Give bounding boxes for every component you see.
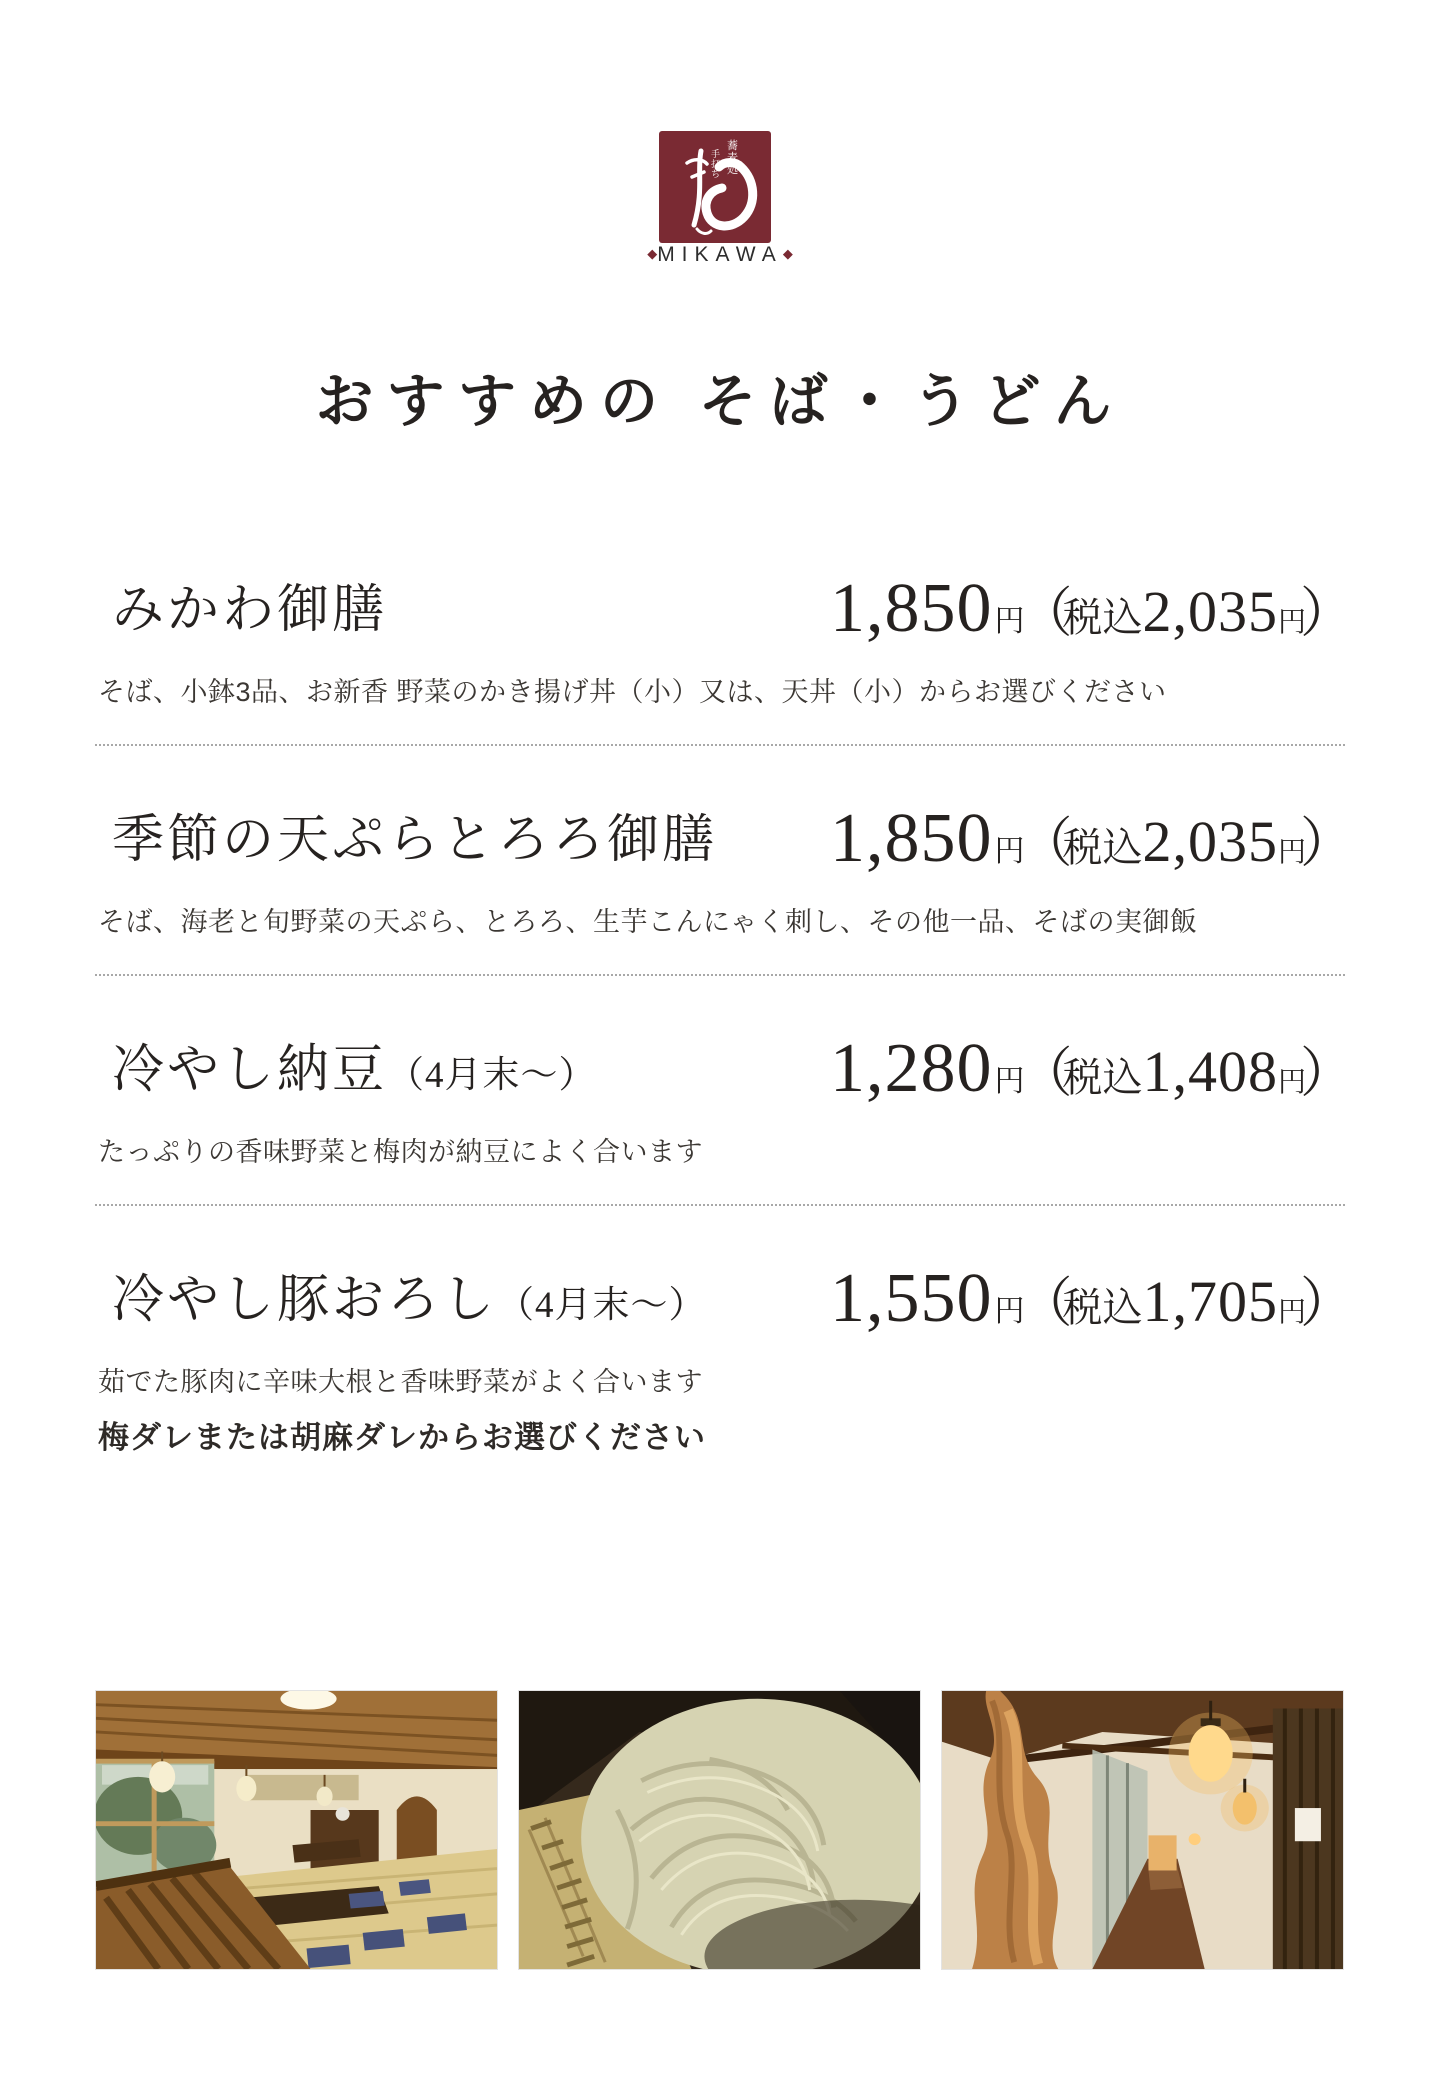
dotted-divider	[95, 1204, 1345, 1206]
item-description: そば、小鉢3品、お新香 野菜のかき揚げ丼（小）又は、天丼（小）からお選びください	[98, 677, 1167, 707]
item-name: 冷やし豚おろし（4月末〜）	[112, 1272, 707, 1329]
photo-soba-noodles	[518, 1690, 921, 1970]
menu-item-row	[0, 1030, 1440, 1260]
tax-unit: 円	[1278, 837, 1307, 868]
tax-paren-open: （	[1018, 1043, 1073, 1103]
tax-paren-close: ）	[1300, 1043, 1355, 1103]
price-unit: 円	[994, 1065, 1025, 1098]
dotted-divider	[95, 974, 1345, 976]
logo-calligraphy-icon	[659, 131, 771, 243]
svg-text:麦: 麦	[727, 152, 738, 164]
tax-unit: 円	[1278, 1067, 1307, 1098]
tax-unit: 円	[1278, 607, 1307, 638]
menu-item-row	[0, 1260, 1440, 1520]
item-note: （4月末〜）	[387, 1055, 597, 1096]
svg-text:手: 手	[711, 149, 721, 159]
tax-label: 税込	[1062, 1055, 1143, 1100]
svg-text:蕎: 蕎	[727, 140, 738, 152]
dotted-divider	[95, 744, 1345, 746]
price-unit: 円	[994, 605, 1025, 638]
tax-paren-open: （	[1018, 583, 1073, 643]
tax-label: 税込	[1062, 595, 1143, 640]
item-name: みかわ御膳	[112, 582, 388, 639]
item-name: 季節の天ぷらとろろ御膳	[112, 812, 718, 869]
photo-dining-room	[95, 1690, 498, 1970]
tax-unit: 円	[1278, 1297, 1307, 1328]
tax-amount: 2,035	[1142, 579, 1278, 644]
tax-paren-close: ）	[1300, 813, 1355, 873]
item-description-emphasis: 梅ダレまたは胡麻ダレからお選びください	[98, 1420, 706, 1455]
tax-paren-open: （	[1018, 813, 1073, 873]
price-amount: 1,280	[830, 1030, 993, 1107]
item-description: そば、海老と旬野菜の天ぷら、とろろ、生芋こんにゃく刺し、その他一品、そばの実御飯	[98, 907, 1198, 937]
tax-amount: 1,408	[1142, 1039, 1278, 1104]
item-note: （4月末〜）	[497, 1285, 707, 1326]
tax-label: 税込	[1062, 1285, 1143, 1330]
brand-name-row	[0, 243, 1440, 267]
item-price	[830, 1030, 1355, 1107]
tax-paren-close: ）	[1300, 583, 1355, 643]
tax-paren-close: ）	[1300, 1273, 1355, 1333]
page-title: おすすめの そば・うどん	[315, 368, 1125, 434]
item-description: 茹でた豚肉に辛味大根と香味野菜がよく合います	[98, 1367, 703, 1397]
price-amount: 1,850	[830, 570, 993, 647]
menu-item-row	[0, 570, 1440, 800]
tax-amount: 2,035	[1142, 809, 1278, 874]
price-unit: 円	[994, 835, 1025, 868]
restaurant-logo	[659, 131, 771, 243]
item-price	[830, 570, 1355, 647]
svg-text:ち: ち	[711, 169, 721, 179]
tax-amount: 1,705	[1142, 1269, 1278, 1334]
svg-text:打: 打	[711, 159, 721, 169]
item-description: たっぷりの香味野菜と梅肉が納豆によく合います	[98, 1137, 703, 1167]
svg-text:処: 処	[727, 164, 738, 176]
item-price	[830, 800, 1355, 877]
price-amount: 1,550	[830, 1260, 993, 1337]
menu-item-row	[0, 800, 1440, 1030]
diamond-icon: ◆	[647, 246, 658, 261]
brand-name: MIKAWA	[657, 243, 783, 266]
item-name: 冷やし納豆（4月末〜）	[112, 1042, 597, 1099]
item-price	[830, 1260, 1355, 1337]
tax-paren-open: （	[1018, 1273, 1073, 1333]
price-unit: 円	[994, 1295, 1025, 1328]
price-amount: 1,850	[830, 800, 993, 877]
photo-corridor	[941, 1690, 1344, 1970]
diamond-icon: ◆	[782, 246, 793, 261]
tax-label: 税込	[1062, 825, 1143, 870]
